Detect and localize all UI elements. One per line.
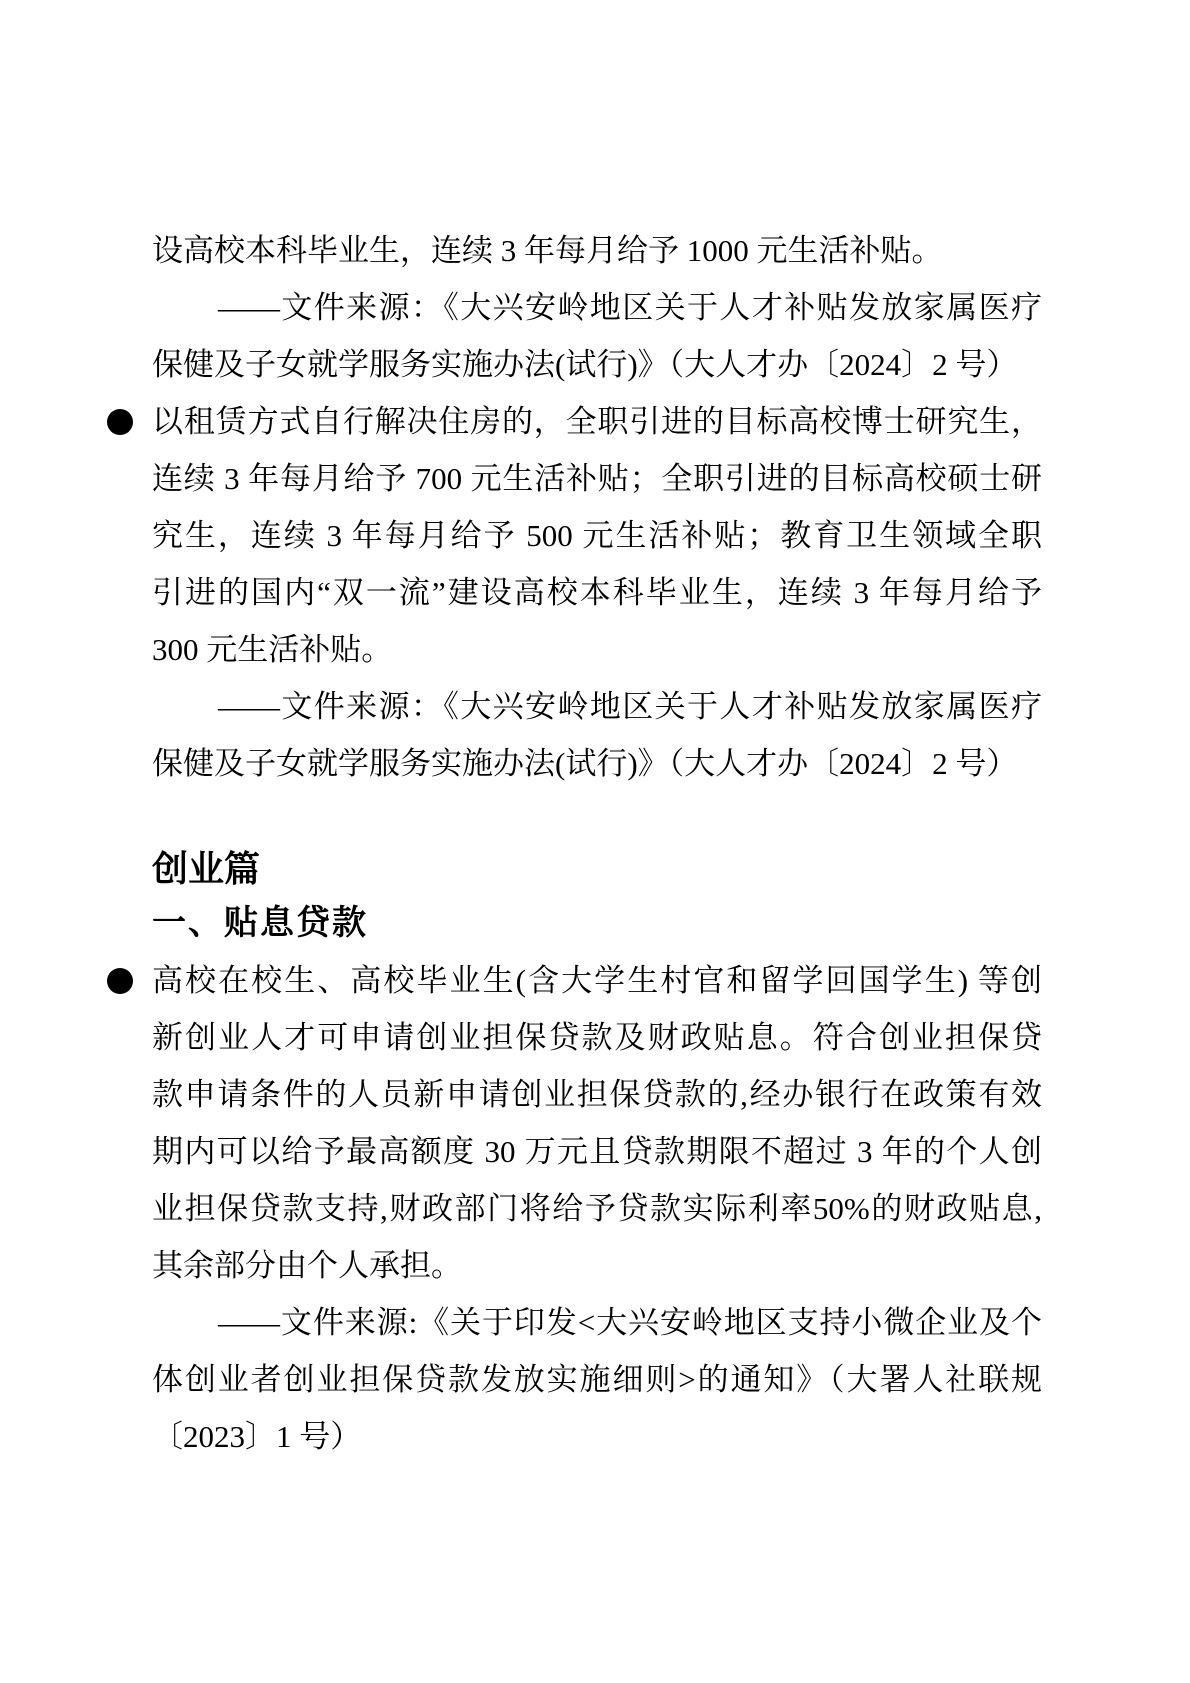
text-line: 连续 3 年每月给予 700 元生活补贴；全职引进的目标高校硕士研: [152, 461, 1042, 496]
text-line: 引进的国内“双一流”建设高校本科毕业生，连续 3 年每月给予: [152, 575, 1042, 610]
text-line: 以租赁方式自行解决住房的，全职引进的目标高校博士研究生，: [152, 404, 1042, 439]
text-line: 究生，连续 3 年每月给予 500 元生活补贴；教育卫生领域全职: [152, 518, 1042, 553]
text-line: 设高校本科毕业生，连续 3 年每月给予 1000 元生活补贴。: [152, 233, 943, 268]
source-line: ——文件来源:《关于印发<大兴安岭地区支持小微企业及个: [218, 1305, 1042, 1340]
source-line: ——文件来源：《大兴安岭地区关于人才补贴发放家属医疗: [218, 290, 1042, 325]
source-line: 保健及子女就学服务实施办法(试行)》（大人才办〔2024〕2 号）: [152, 347, 1018, 382]
text-line: 款申请条件的人员新申请创业担保贷款的,经办银行在政策有效: [152, 1077, 1042, 1112]
section-heading: 创业篇: [152, 848, 261, 889]
text-line: 300 元生活补贴。: [152, 632, 393, 667]
bullet-icon: [107, 968, 133, 994]
source-reference: [152, 1294, 1042, 1465]
source-reference: [152, 678, 1042, 792]
page-content: [152, 222, 1042, 1465]
source-line: 保健及子女就学服务实施办法(试行)》（大人才办〔2024〕2 号）: [152, 746, 1018, 781]
source-line: 体创业者创业担保贷款发放实施细则>的通知》（大署人社联规: [152, 1362, 1042, 1397]
text-line: 业担保贷款支持,财政部门将给予贷款实际利率50%的财政贴息,: [152, 1191, 1042, 1226]
paragraph-continuation: [152, 222, 1042, 279]
source-line: ——文件来源：《大兴安岭地区关于人才补贴发放家属医疗: [218, 689, 1042, 724]
section-gap: [152, 792, 1042, 843]
bullet-item: [152, 952, 1042, 1294]
bullet-icon: [107, 409, 133, 435]
text-line: 期内可以给予最高额度 30 万元且贷款期限不超过 3 年的个人创: [152, 1134, 1042, 1169]
text-line: 高校在校生、高校毕业生(含大学生村官和留学回国学生) 等创: [152, 963, 1042, 998]
bullet-item: [152, 393, 1042, 678]
source-line: 〔2023〕1 号）: [152, 1419, 362, 1454]
text-line: 新创业人才可申请创业担保贷款及财政贴息。符合创业担保贷: [152, 1020, 1042, 1055]
text-line: 其余部分由个人承担。: [152, 1248, 462, 1283]
sub-heading: 一、贴息贷款: [152, 905, 368, 942]
source-reference: [152, 279, 1042, 393]
